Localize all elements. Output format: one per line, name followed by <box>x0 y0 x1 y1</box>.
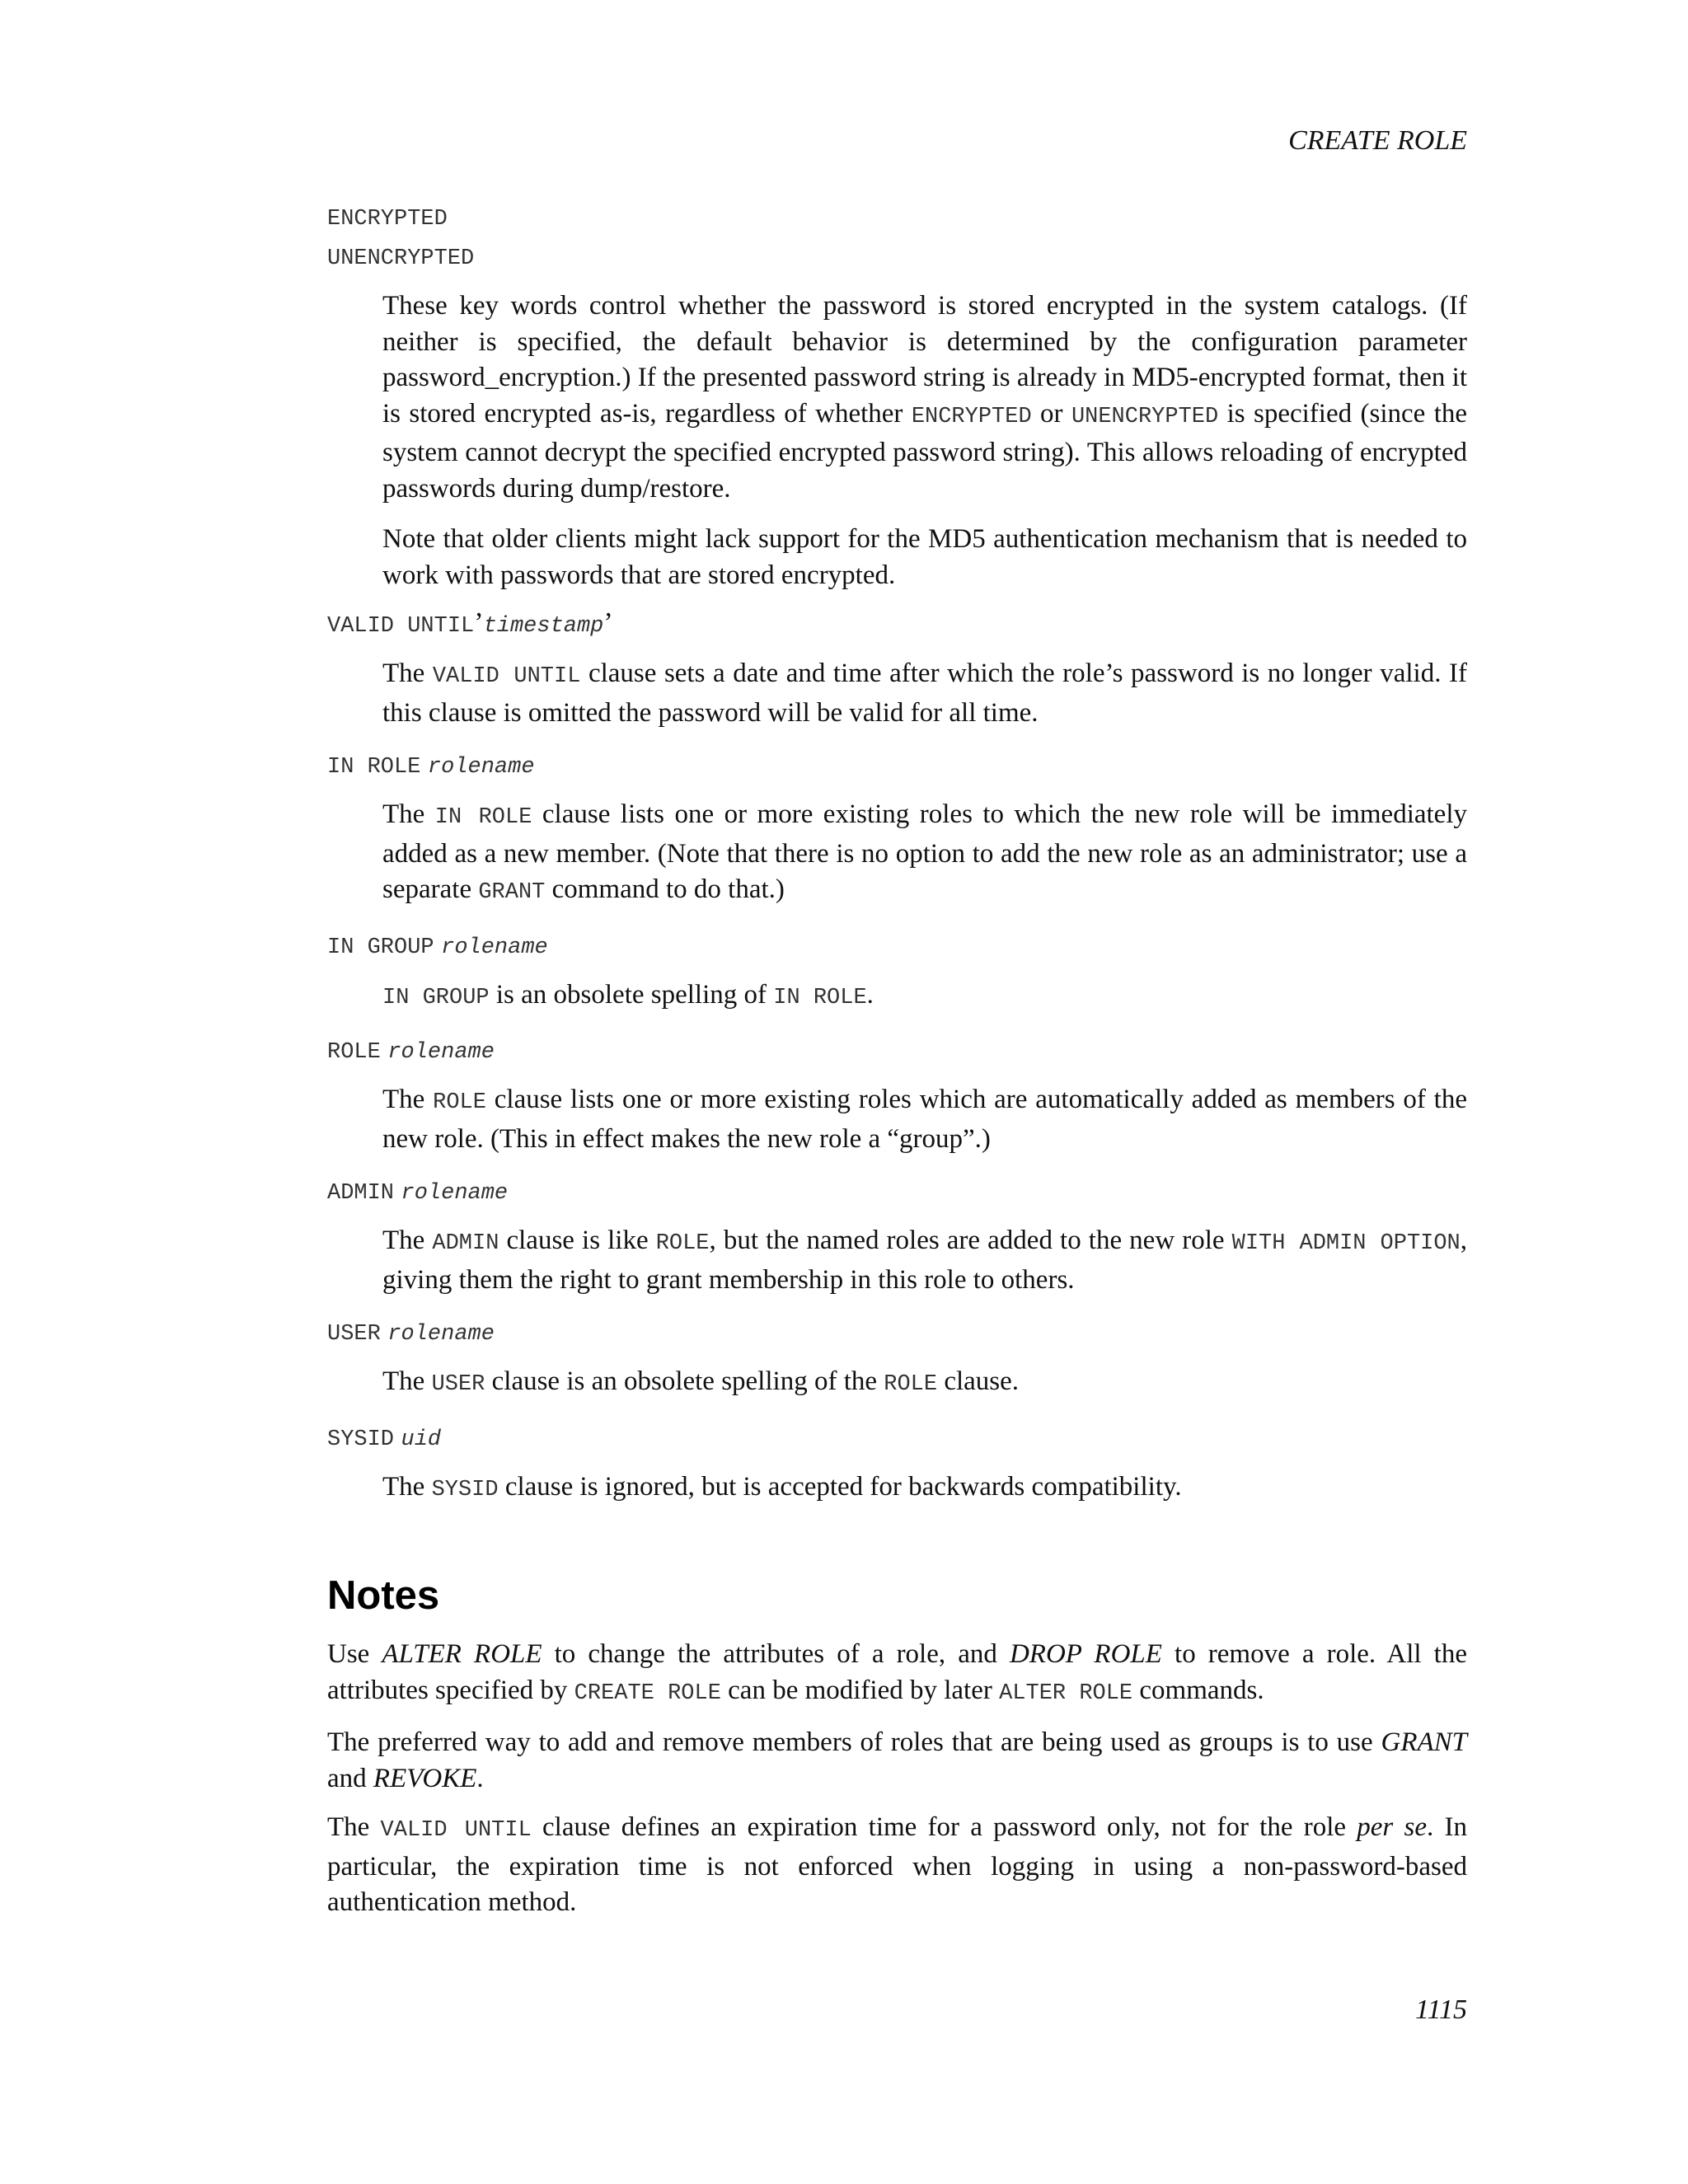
admin-description: The ADMIN clause is like ROLE, but the named roles are added to the new role WITH ADMIN OPTION, giving them the right to grant membership in this role to others. <box>382 1226 1468 1295</box>
term-user: USER rolename <box>327 1322 495 1347</box>
notes-paragraph-2: The preferred way to add and remove members of roles that are being used as groups is to use GRANT and REVOKE. <box>327 1727 1467 1793</box>
term-in-group: IN GROUP rolename <box>327 935 548 960</box>
term-sysid: SYSID uid <box>327 1427 442 1452</box>
term-in-role: IN ROLE rolename <box>327 755 535 780</box>
user-description: The USER clause is an obsolete spelling of the ROLE clause. <box>382 1366 1020 1397</box>
encrypted-note: Note that older clients might lack support for the MD5 authentication mechanism that is needed to work with passwords that are stored encrypted. <box>382 524 1467 590</box>
valid-until-description: The VALID UNTIL clause sets a date and time after which the role’s password is no longer valid. If this clause is omitted the password will be valid for all time. <box>382 658 1467 728</box>
term-valid-until: VALID UNTIL’timestamp’ <box>327 607 613 639</box>
notes-paragraph-1: Use ALTER ROLE to change the attributes of a role, and DROP ROLE to remove a role. All the attributes specified by CREATE ROLE can be modified by later ALTER ROLE commands. <box>327 1639 1467 1706</box>
role-description: The ROLE clause lists one or more existing roles which are automatically added as members of the new role. (This in effect makes the new role a “group”.) <box>382 1085 1467 1154</box>
in-role-description: The IN ROLE clause lists one or more existing roles to which the new role will be immediately added as a new member. (Note that there is no option to add the new role as an administrator; use a separate GRANT command to do that.) <box>382 799 1467 905</box>
in-group-description: IN GROUP is an obsolete spelling of IN ROLE. <box>382 979 874 1010</box>
notes-paragraph-3: The VALID UNTIL clause defines an expiration time for a password only, not for the role per se. In particular, the expiration time is not enforced when logging in using a non-password-based authentication method. <box>327 1812 1467 1917</box>
encrypted-description: These key words control whether the password is stored encrypted in the system catalogs. (If neither is specified, the default behavior is determined by the configuration parameter password_encryption.) If the presented password string is already in MD5-encrypted format, then it is stored encrypted as-is, regardless of whether ENCRYPTED or UNENCRYPTED is specified (since the system cannot decrypt the specified encrypted password string). This allows reloading of encrypted passwords during dump/restore. <box>382 291 1468 504</box>
term-admin: ADMIN rolename <box>327 1181 509 1206</box>
page-body <box>327 198 1467 1934</box>
term-unencrypted: UNENCRYPTED <box>327 246 475 271</box>
term-role: ROLE rolename <box>327 1040 495 1065</box>
notes-heading: Notes <box>327 1573 440 1618</box>
running-header-title: CREATE ROLE <box>1288 125 1467 156</box>
sysid-description: The SYSID clause is ignored, but is accepted for backwards compatibility. <box>382 1471 1182 1502</box>
term-encrypted: ENCRYPTED <box>327 207 448 232</box>
page-number: 1115 <box>1415 1994 1467 2025</box>
